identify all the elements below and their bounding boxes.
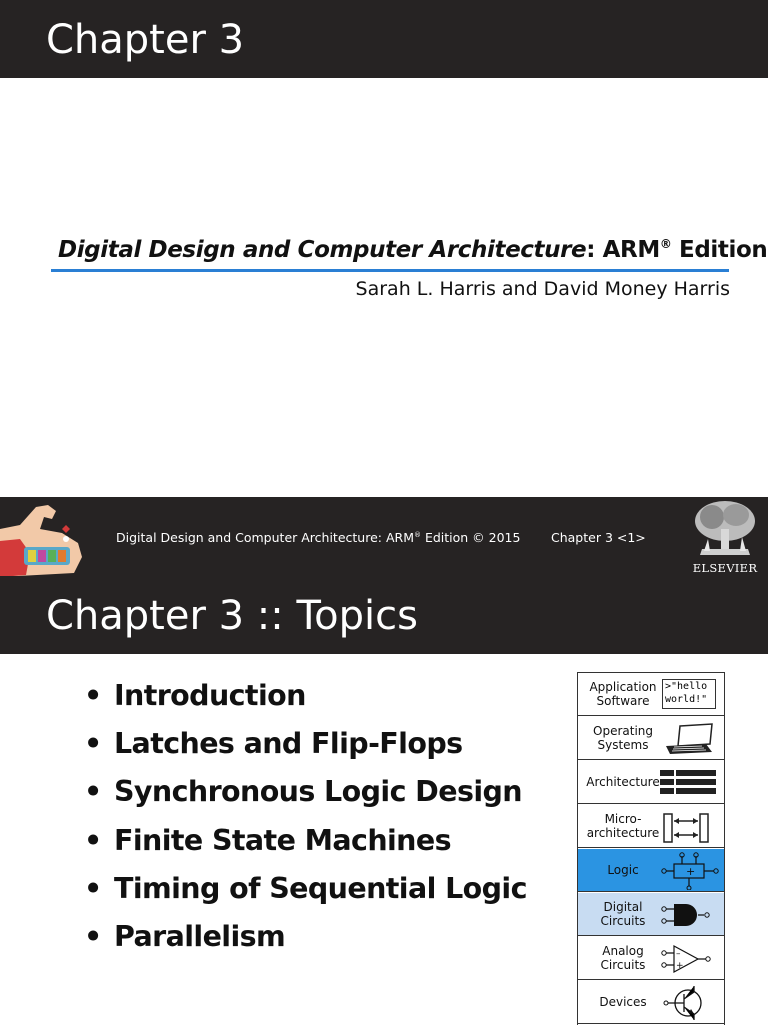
publisher-name: ELSEVIER <box>692 561 758 575</box>
layer-label <box>580 995 666 1009</box>
register-table-icon <box>660 764 722 802</box>
bullet: • <box>84 775 102 809</box>
bullet: • <box>84 919 102 953</box>
bullet: • <box>84 871 102 905</box>
amplifier-icon <box>660 940 722 978</box>
layer-architecture <box>578 761 724 804</box>
layer-label <box>580 775 666 789</box>
layer-label <box>580 724 666 752</box>
bullet: • <box>84 823 102 857</box>
registered-mark: ® <box>659 237 672 251</box>
footer-book-info <box>116 530 520 545</box>
footer-book-right: Edition © 2015 <box>420 530 521 545</box>
layer-label-line1: Operating <box>593 724 653 738</box>
slide-title: Chapter 3 :: Topics <box>46 593 418 639</box>
topic-label: Timing of Sequential Logic <box>114 871 527 905</box>
topic-label: Finite State Machines <box>114 823 451 857</box>
layer-label-line1: Architecture <box>586 775 660 789</box>
book-title-edition: Edition <box>671 237 768 263</box>
layer-label-line1: Application <box>589 680 657 694</box>
hello-world-code-icon <box>660 676 722 714</box>
elsevier-tree-icon <box>690 499 760 559</box>
layer-label <box>580 863 666 877</box>
layer-label-line2: Software <box>596 694 650 708</box>
layer-analog-circuits <box>578 937 724 980</box>
layer-label <box>580 900 666 928</box>
footer-chapter-page: Chapter 3 <1> <box>551 530 646 545</box>
footer-book-left: Digital Design and Computer Architecture: ARM <box>116 530 414 545</box>
layer-label-line2: Circuits <box>600 958 646 972</box>
and-gate-icon <box>660 896 722 934</box>
svg-text:+: + <box>676 961 684 971</box>
layer-label-line1: Analog <box>602 944 644 958</box>
layer-label-line1: Micro- <box>604 812 642 826</box>
layer-label <box>580 944 666 972</box>
topic-label: Latches and Flip-Flops <box>114 727 463 761</box>
bullet: • <box>84 727 102 761</box>
footer-registered-mark: ® <box>413 531 421 539</box>
topic-label: Parallelism <box>114 919 286 953</box>
layer-label <box>580 680 666 708</box>
footer-bar <box>0 497 768 576</box>
layer-label <box>580 812 666 840</box>
code-line-2: world!" <box>665 694 708 705</box>
topic-label: Introduction <box>114 679 306 712</box>
book-title-arm: : ARM <box>586 237 660 263</box>
slide-title: Chapter 3 <box>46 17 245 63</box>
layer-digital-circuits <box>578 893 724 936</box>
transistor-icon <box>660 984 722 1022</box>
book-title <box>58 237 767 263</box>
topics-slide <box>0 576 768 1024</box>
svg-text:–: – <box>676 949 681 959</box>
title-underline <box>51 269 729 272</box>
layer-operating-systems <box>578 717 724 760</box>
layer-devices <box>578 981 724 1024</box>
layer-microarchitecture <box>578 805 724 848</box>
adder-block-icon <box>660 852 722 890</box>
layer-label-line2: architecture <box>586 826 660 840</box>
layer-label-line2: Circuits <box>600 914 646 928</box>
bullet: • <box>84 679 102 712</box>
layer-application-software <box>578 673 724 716</box>
code-line-1: >"hello <box>665 681 708 692</box>
flexed-arm-logo-icon <box>0 499 86 577</box>
layer-label-line1: Devices <box>599 995 647 1009</box>
title-bar <box>0 576 768 654</box>
title-bar <box>0 0 768 78</box>
layer-label-line2: Systems <box>597 738 649 752</box>
authors: Sarah L. Harris and David Money Harris <box>355 278 730 300</box>
laptop-icon <box>660 720 722 758</box>
layer-label-line1: Logic <box>607 863 639 877</box>
book-title-italic: Digital Design and Computer Architecture <box>58 237 587 263</box>
abstraction-stack <box>577 672 725 1025</box>
layer-label-line1: Digital <box>603 900 643 914</box>
datapath-arrows-icon <box>660 808 722 846</box>
elsevier-logo <box>690 499 760 575</box>
layer-logic <box>578 849 724 892</box>
topic-label: Synchronous Logic Design <box>114 775 522 809</box>
svg-text:+: + <box>686 865 696 878</box>
